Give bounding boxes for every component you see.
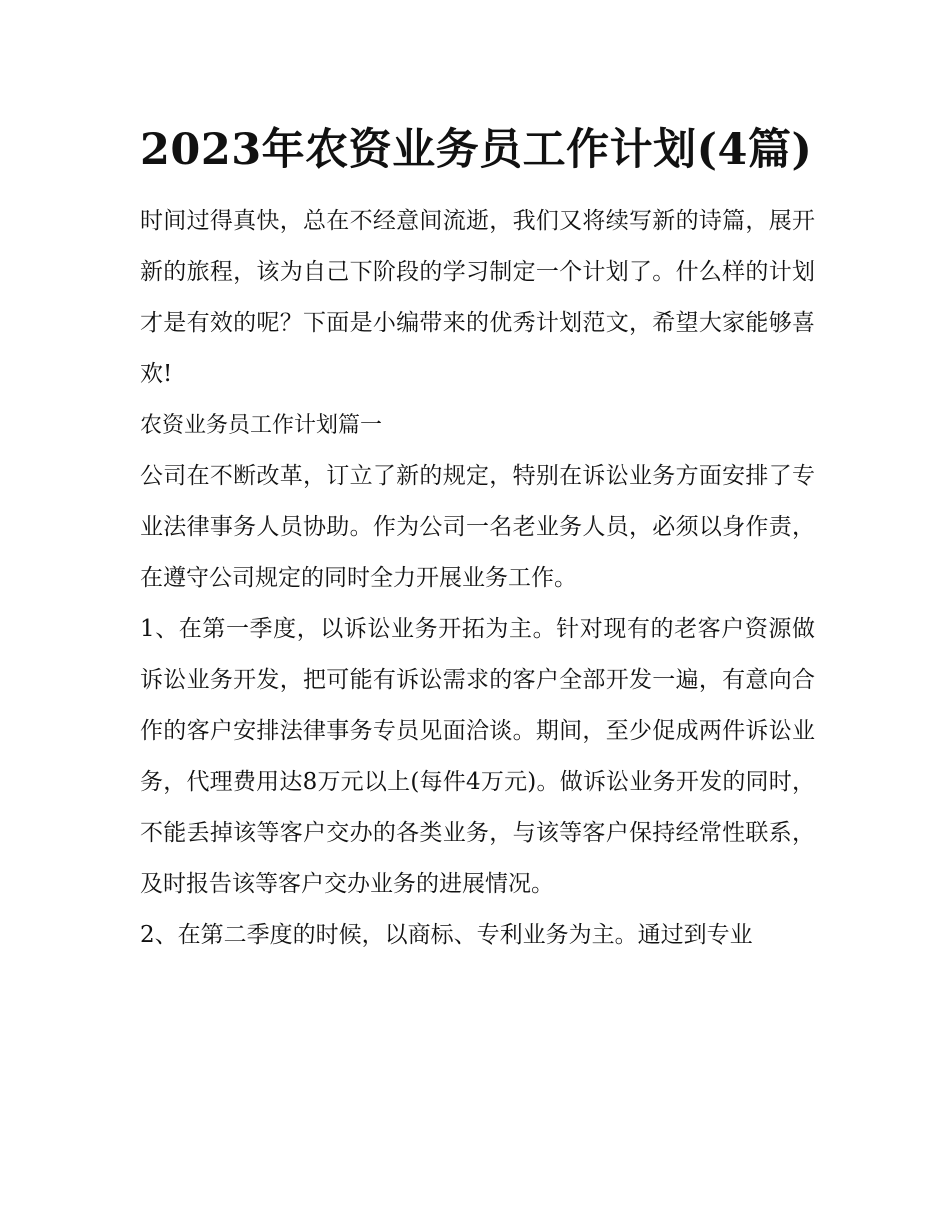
body-paragraph: 1、在第一季度，以诉讼业务开拓为主。针对现有的老客户资源做诉讼业务开发，把可能有诉讼需求的客户全部开发一遍，有意向合作的客户安排法律事务专员见面洽谈。期间，至少促成两件诉讼业务，代理费用达8万元以上(每件4万元)。做诉讼业务开发的同时，不能丢掉该等客户交办的各类业务，与该等客户保持经常性联系，及时报告该等客户交办业务的进展情况。 [140, 616, 815, 897]
intro-paragraph: 时间过得真快，总在不经意间流逝，我们又将续写新的诗篇，展开新的旅程，该为自己下阶段的学习制定一个计划了。什么样的计划才是有效的呢？下面是小编带来的优秀计划范文，希望大家能够喜欢! [140, 208, 815, 387]
body-paragraph: 2、在第二季度的时候，以商标、专利业务为主。通过到专业 [140, 922, 753, 948]
document-page [140, 118, 815, 961]
section-heading: 农资业务员工作计划篇一 [140, 413, 383, 438]
document-title: 2023年农资业务员工作计划(4篇) [140, 125, 813, 175]
body-paragraph: 公司在不断改革，订立了新的规定，特别在诉讼业务方面安排了专业法律事务人员协助。作为公司一名老业务人员，必须以身作责，在遵守公司规定的同时全力开展业务工作。 [140, 463, 815, 591]
